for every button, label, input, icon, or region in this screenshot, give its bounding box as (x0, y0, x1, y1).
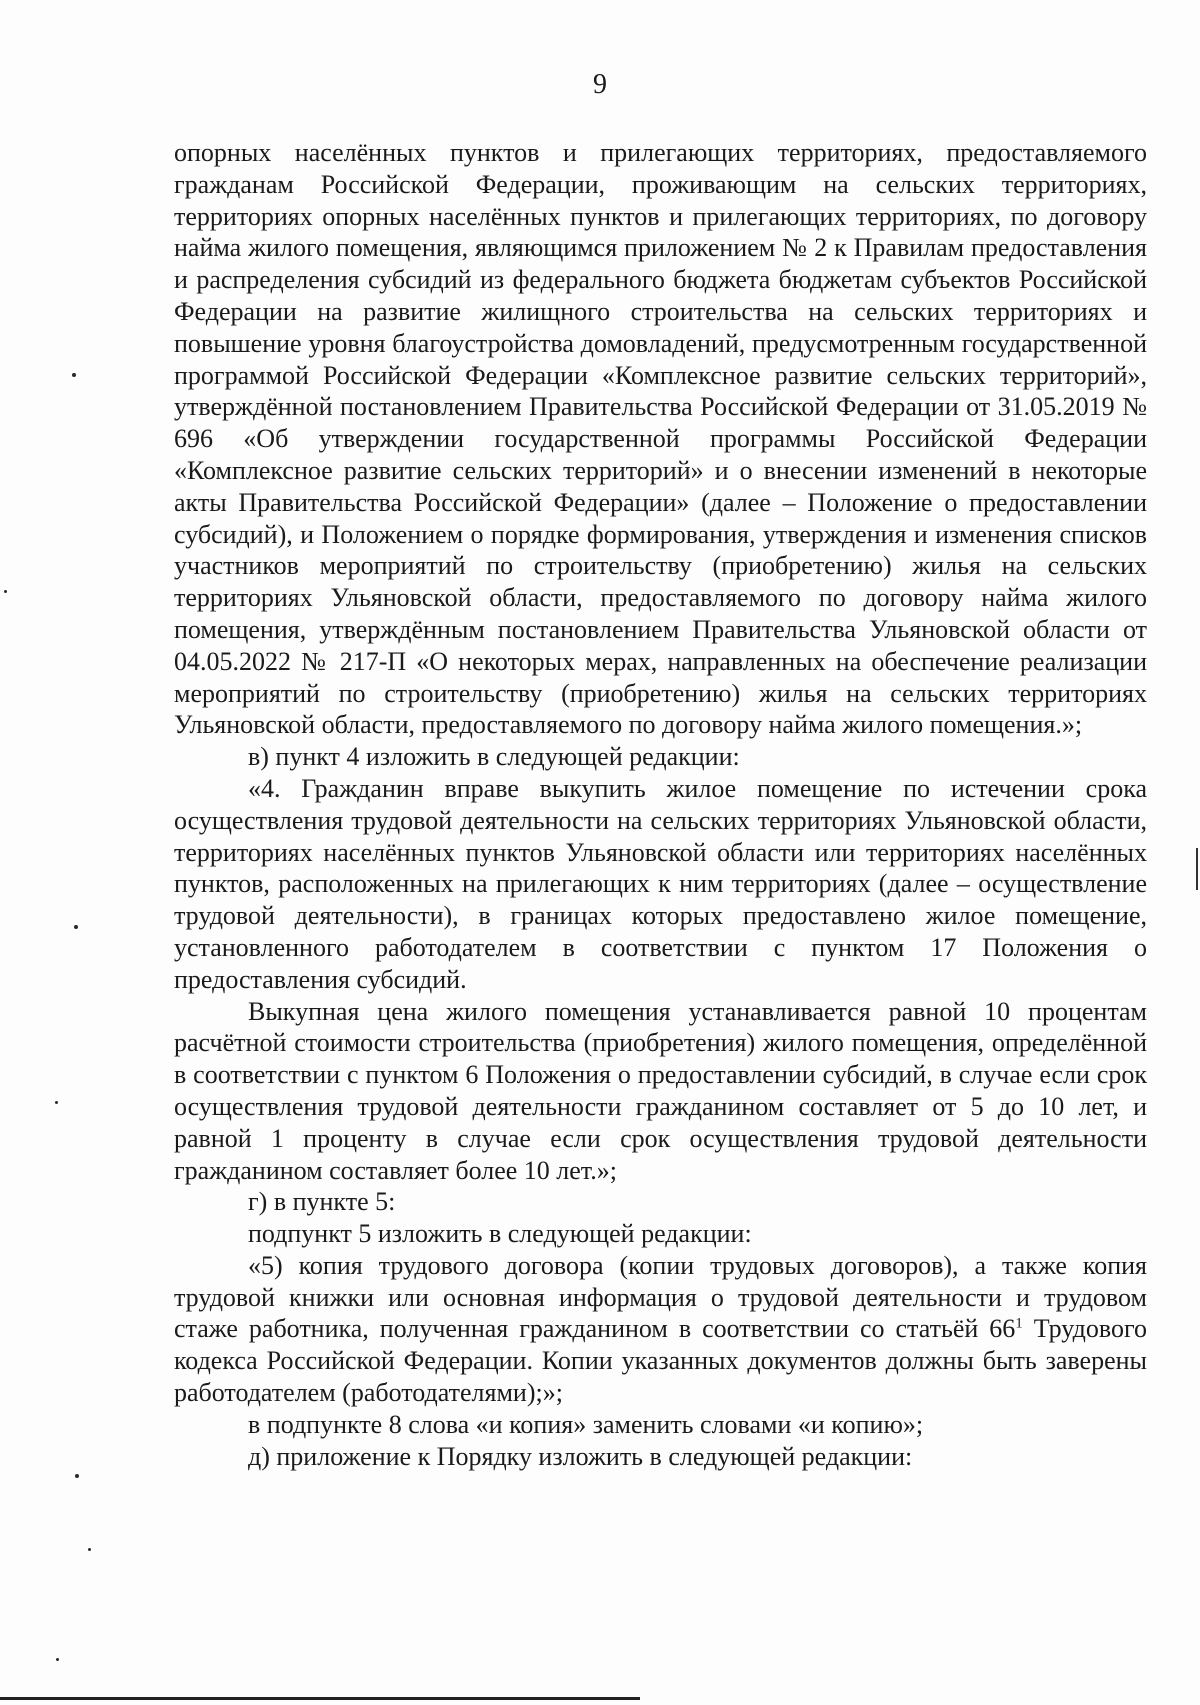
scan-speck (75, 1474, 79, 1478)
paragraph-subitem-5: подпункт 5 изложить в следующей редакции: (248, 1219, 752, 1249)
paragraph-item-v: в) пункт 4 изложить в следующей редакции: (248, 742, 740, 772)
article-superscript: 1 (1015, 1315, 1023, 1332)
scan-speck (55, 1101, 58, 1104)
scan-speck (4, 590, 7, 593)
scan-speck (72, 373, 76, 377)
scan-speck (56, 1658, 59, 1661)
paragraph-item-d: д) приложение к Порядку изложить в следующей редакции: (248, 1441, 913, 1471)
subitem-5-text-before: «5) копия трудового договора (копии трудовых договоров), а также копия трудовой книжки или основная информация о трудовой деятельности и трудовом стаже работника, полученная гражданином в соответствии со статьёй 66 (174, 1250, 1147, 1344)
subitem-5-text-after: Трудового кодекса Российской Федерации. Копии указанных документов должны быть заверены работодателем (работодателями);»; (174, 1314, 1147, 1408)
paragraph-item-g: г) в пункте 5: (248, 1187, 396, 1217)
scan-speck (88, 1548, 91, 1551)
paragraph-subitem-5-text (174, 1250, 1147, 1409)
page-number: 9 (593, 69, 607, 100)
scan-speck (74, 925, 78, 929)
bottom-scan-edge (0, 1697, 640, 1700)
document-body (174, 137, 1147, 1472)
paragraph-subitem-8: в подпункте 8 слова «и копия» заменить словами «и копию»; (248, 1409, 924, 1439)
paragraph-buyout-price: Выкупная цена жилого помещения устанавливается равной 10 процентам расчётной стоимости строительства (приобретения) жилого помещения, определённой в соответствии с пунктом 6 Положения о предоставлении субсидий, в случае если срок осуществления трудовой деятельности гражданином составляет от 5 до 10 лет, и равной 1 проценту в случае если срок осуществления трудовой деятельности гражданином составляет более 10 лет.»; (174, 996, 1147, 1185)
paragraph-clause-4: «4. Гражданин вправе выкупить жилое помещение по истечении срока осуществления трудовой деятельности на сельских территориях Ульяновской области, территориях населённых пунктов Ульяновской области или территориях населённых пунктов, расположенных на прилегающих к ним территориях (далее – осуществление трудовой деятельности), в границах которых предоставлено жилое помещение, установленного работодателем в соответствии с пунктом 17 Положения о предоставления субсидий. (174, 773, 1147, 994)
paragraph-continuation: опорных населённых пунктов и прилегающих территориях, предоставляемого гражданам Российской Федерации, проживающим на сельских территориях, территориях опорных населённых пунктов и прилегающих территориях, по договору найма жилого помещения, являющимся приложением № 2 к Правилам предоставления и распределения субсидий из федерального бюджета бюджетам субъектов Российской Федерации на развитие жилищного строительства на сельских территориях и повышение уровня благоустройства домовладений, предусмотренным государственной программой Российской Федерации «Комплексное развитие сельских территорий», утверждённой постановлением Правительства Российской Федерации от 31.05.2019 № 696 «Об утверждении государственной программы Российской Федерации «Комплексное развитие сельских территорий» и о внесении изменений в некоторые акты Правительства Российской Федерации» (далее – Положение о предоставлении субсидий), и Положением о порядке формирования, утверждения и изменения списков участников мероприятий по строительству (приобретению) жилья на сельских территориях Ульяновской области, предоставляемого по договору найма жилого помещения, утверждённым постановлением Правительства Ульяновской области от 04.05.2022 № 217-П «О некоторых мерах, направленных на обеспечение реализации мероприятий по строительству (приобретению) жилья на сельских территориях Ульяновской области, предоставляемого по договору найма жилого помещения.»; (174, 138, 1147, 740)
scan-edge-mark (1196, 848, 1198, 890)
